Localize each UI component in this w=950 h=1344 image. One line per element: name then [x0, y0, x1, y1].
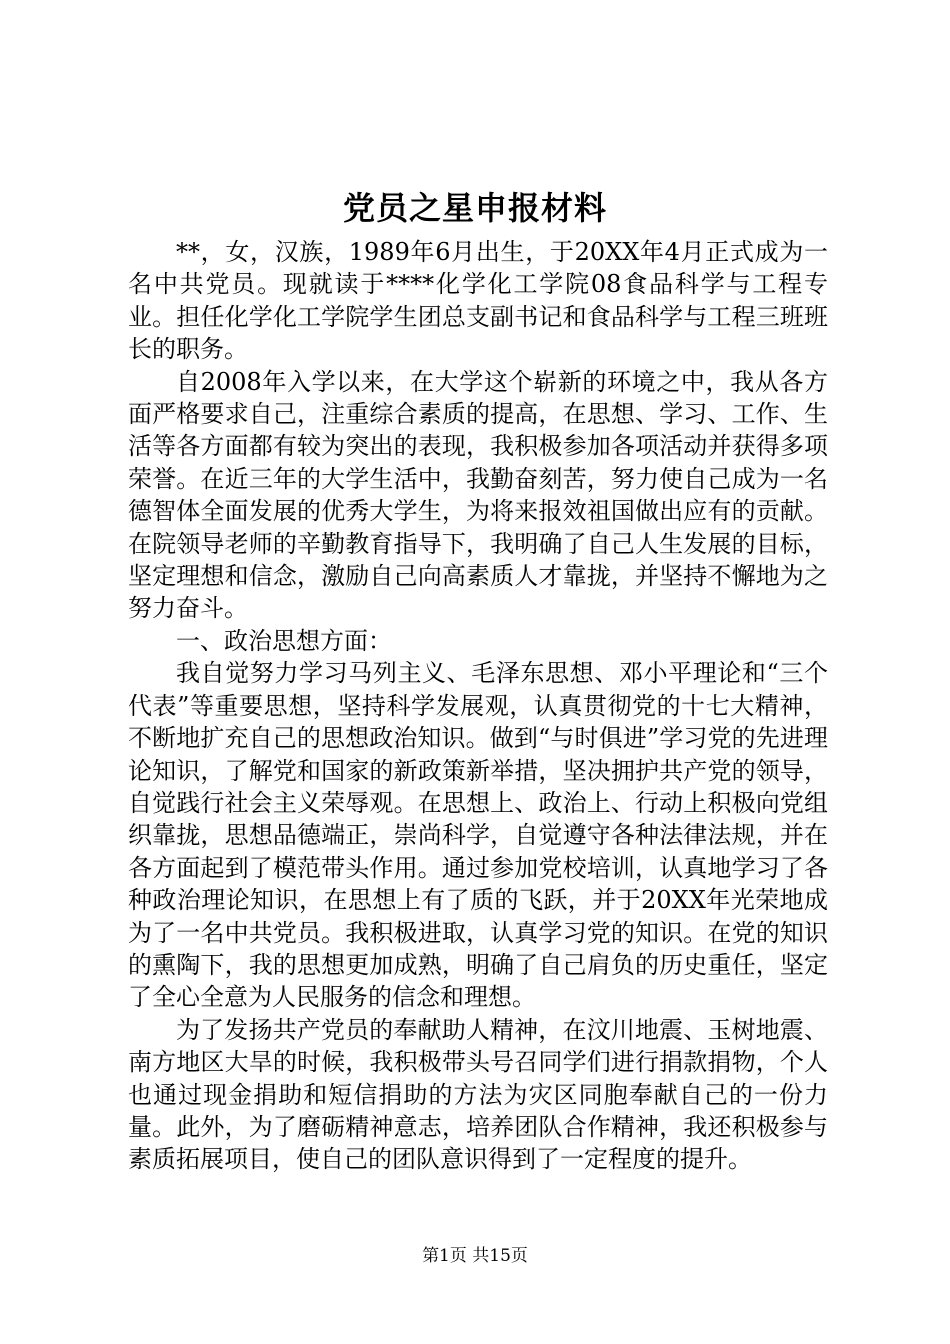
page-number-footer: 第1页 共15页 — [422, 1246, 528, 1266]
paragraph-political-thought: 我自觉努力学习马列主义、毛泽东思想、邓小平理论和“三个代表”等重要思想，坚持科学发展观，认真贯彻党的十七大精神，不断地扩充自己的思想政治知识。做到“与时俱进”学习党的先进理论知识，了解党和国家的新政策新举措，坚决拥护共产党的领导，自觉践行社会主义荣辱观。在思想上、政治上、行动上积极向党组织靠拢，思想品德端正，崇尚科学，自觉遵守各种法律法规，并在各方面起到了模范带头作用。通过参加党校培训，认真地学习了各种政治理论知识，在思想上有了质的飞跃，并于20XX年光荣地成为了一名中共党员。我积极进取，认真学习党的知识。在党的知识的熏陶下，我的思想更加成熟，明确了自己肩负的历史重任，坚定了全心全意为人民服务的信念和理想。 — [128, 659, 828, 1012]
document-body — [128, 236, 828, 1176]
paragraph-dedication: 为了发扬共产党员的奉献助人精神，在汶川地震、玉树地震、南方地区大旱的时候，我积极带头号召同学们进行捐款捐物，个人也通过现金捐助和短信捐助的方法为灾区同胞奉献自己的一份力量。此外，为了磨砺精神意志，培养团队合作精神，我还积极参与素质拓展项目，使自己的团队意识得到了一定程度的提升。 — [128, 1015, 828, 1174]
section-heading-political: 一、政治思想方面： — [176, 626, 392, 655]
paragraph-introduction: 自2008年入学以来，在大学这个崭新的环境之中，我从各方面严格要求自己，注重综合素质的提高，在思想、学习、工作、生活等各方面都有较为突出的表现，我积极参加各项活动并获得多项荣誉。在近三年的大学生活中，我勤奋刻苦，努力使自己成为一名德智体全面发展的优秀大学生，为将来报效祖国做出应有的贡献。在院领导老师的辛勤教育指导下，我明确了自己人生发展的目标，坚定理想和信念，激励自己向高素质人才靠拢，并坚持不懈地为之努力奋斗。 — [128, 367, 828, 623]
document-title: 党员之星申报材料 — [342, 189, 607, 227]
paragraph-personal-info: **，女，汉族，1989年6月出生，于20XX年4月正式成为一名中共党员。现就读于****化学化工学院08食品科学与工程专业。担任化学化工学院学生团总支副书记和食品科学与工程三班班长的职务。 — [128, 238, 828, 364]
